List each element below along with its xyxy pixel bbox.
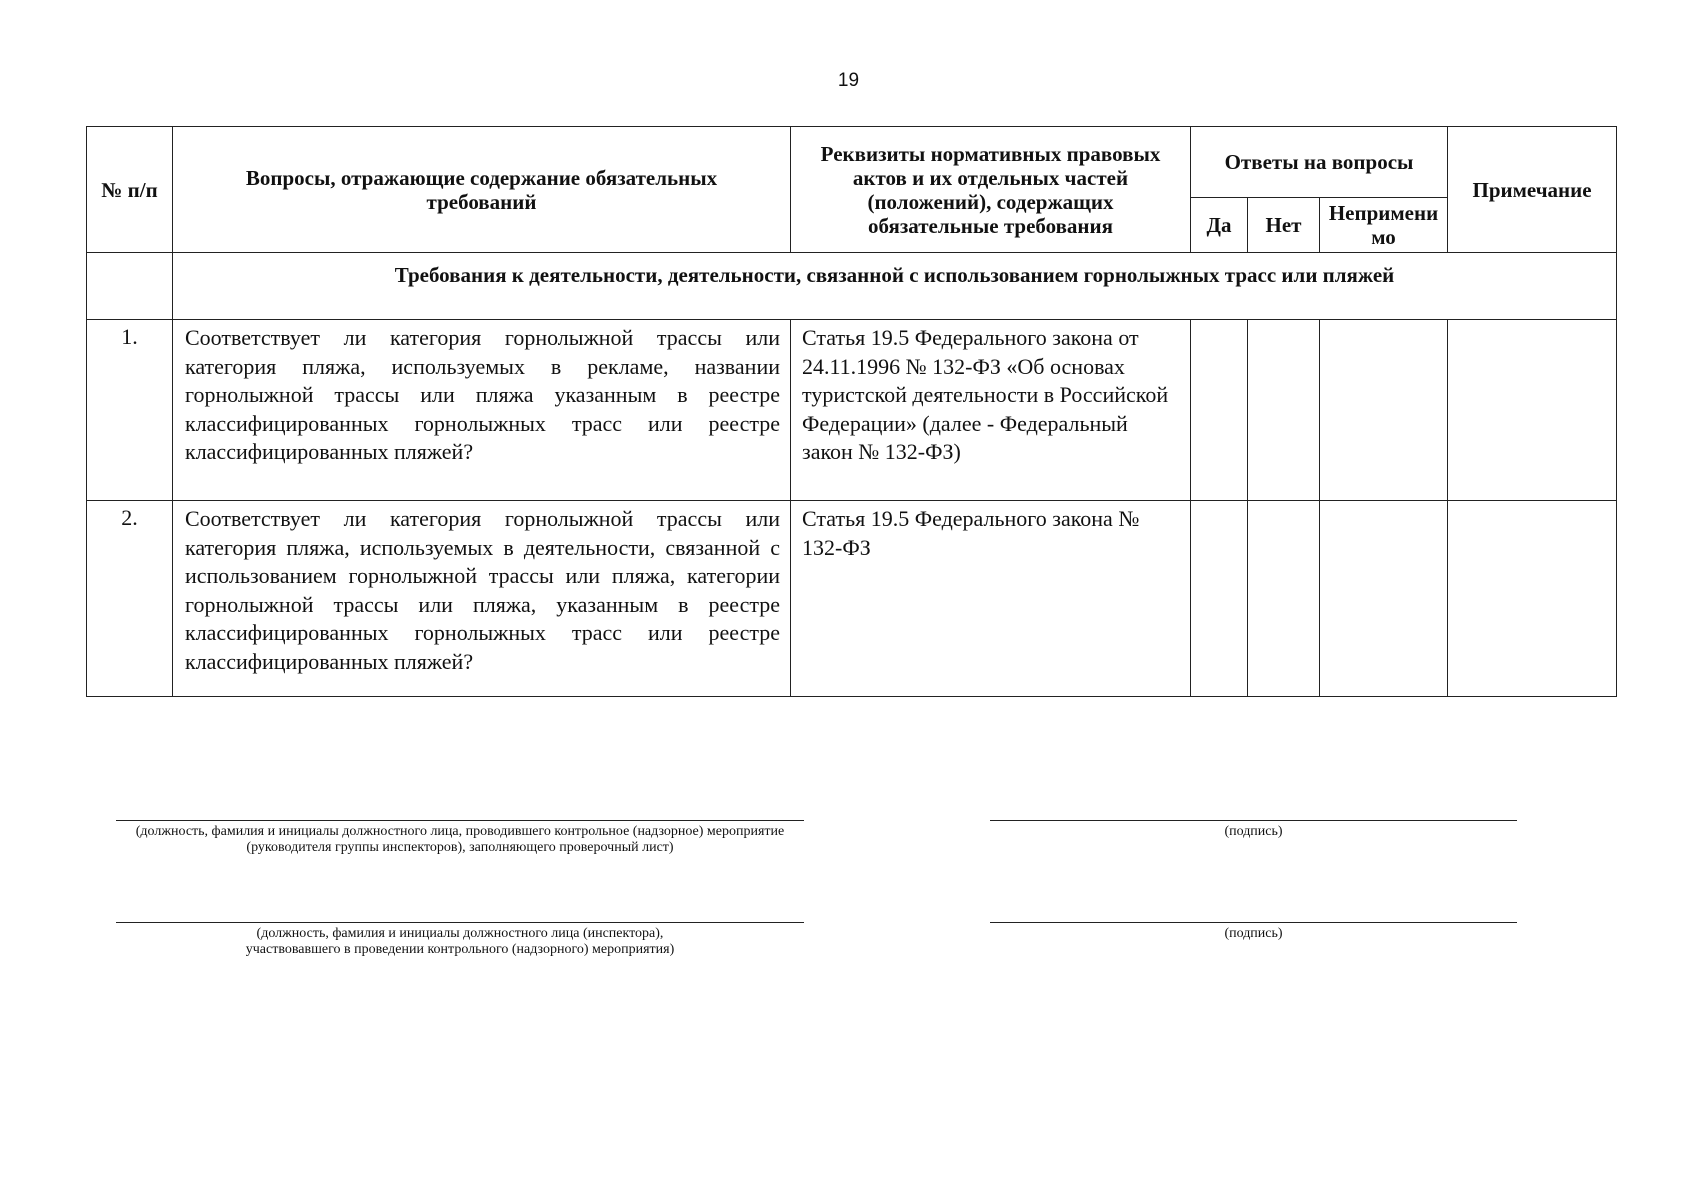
header-row [87,127,1617,198]
section-row [87,253,1617,320]
page-number: 19 [837,70,860,91]
inspector-name-line[interactable] [116,922,804,923]
answer-yes-cell[interactable] [1191,501,1248,697]
section-empty-cell [87,253,173,320]
inspector-name-caption: (должность, фамилия и инициалы должностного лица (инспектора), участвовавшего в проведении контрольного (надзорного) мероприятия) [245,926,675,957]
inspector-signature-caption: (подпись) [1224,926,1283,941]
inspector-name-field [116,922,804,958]
answer-no-cell[interactable] [1248,501,1320,697]
answer-na-cell[interactable] [1320,320,1448,501]
inspector-signature-field [990,922,1517,942]
signature-line[interactable] [990,820,1517,821]
signature-field [990,820,1517,840]
table-row [87,320,1617,501]
inspector-signature-line[interactable] [990,922,1517,923]
answer-na-cell[interactable] [1320,501,1448,697]
signature-caption: (подпись) [1224,824,1283,839]
header-yes: Да [1191,198,1248,253]
law-reference: Статья 19.5 Федерального закона № 132-ФЗ [791,501,1191,697]
official-name-field [116,820,804,856]
law-reference: Статья 19.5 Федерального закона от 24.11.1996 № 132-ФЗ «Об основах туристской деятельности в Российской Федерации» (далее - Федеральный закон № 132-ФЗ) [791,320,1191,501]
answer-no-cell[interactable] [1248,320,1320,501]
note-cell[interactable] [1448,501,1617,697]
header-no: Нет [1248,198,1320,253]
header-num: № п/п [87,127,173,253]
row-number: 1. [87,320,173,501]
header-na: Неприменимо [1320,198,1448,253]
section-title: Требования к деятельности, деятельности, связанной с использованием горнолыжных трасс или пляжей [173,253,1617,320]
header-answers: Ответы на вопросы [1191,127,1448,198]
header-note: Примечание [1448,127,1617,253]
header-questions: Вопросы, отражающие содержание обязательных требований [173,127,791,253]
official-name-caption: (должность, фамилия и инициалы должностного лица, проводившего контрольное (надзорное) мероприятие (руководителя группы инспекторов), заполняющего проверочный лист) [135,824,785,855]
row-number: 2. [87,501,173,697]
note-cell[interactable] [1448,320,1617,501]
question-text: Соответствует ли категория горнолыжной трассы или категория пляжа, используемых в деятельности, связанной с использованием горнолыжной трассы или пляжа, категории горнолыжной трассы или пляжа, указанным в реестре классифицированных горнолыжных трасс или реестре классифицированных пляжей? [173,501,791,697]
checklist-table [86,126,1617,697]
question-text: Соответствует ли категория горнолыжной трассы или категория пляжа, используемых в рекламе, названии горнолыжной трассы или пляжа указанным в реестре классифицированных горнолыжных трасс или реестре классифицированных пляжей? [173,320,791,501]
header-requisites: Реквизиты нормативных правовых актов и их отдельных частей (положений), содержащих обязательные требования [791,127,1191,253]
table-row [87,501,1617,697]
official-name-line[interactable] [116,820,804,821]
answer-yes-cell[interactable] [1191,320,1248,501]
